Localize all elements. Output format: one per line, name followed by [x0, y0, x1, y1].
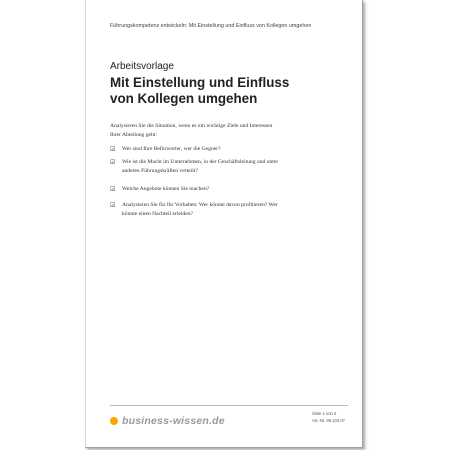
- page-number: Seite 1 von 2: [311, 411, 337, 416]
- checklist-item-line: anderen Führungskräften verteilt?: [122, 168, 198, 174]
- document-page: [85, 0, 363, 448]
- checklist-item-line: Wie ist die Macht im Unternehmen, in der Geschäftsleitung und unter: [122, 159, 279, 165]
- checkbox-icon: ☑: [110, 159, 116, 166]
- checklist-item: [110, 145, 355, 154]
- logo-text: business-wissen.de: [122, 415, 225, 427]
- intro-line-2: Ihrer Abteilung geht:: [110, 132, 157, 138]
- business-wissen-logo: [110, 414, 225, 428]
- checklist-item-line: Analysieren Sie für Ihr Vorhaben: Wer könnte davon profitieren? Wer: [122, 202, 278, 208]
- page-info: [312, 410, 345, 424]
- checklist-item: [110, 185, 355, 194]
- checklist-item: [110, 201, 355, 219]
- checkbox-icon: ☑: [110, 186, 116, 193]
- checklist: [110, 145, 355, 219]
- checklist-item-line: könnte einen Nachteil erleiden?: [122, 211, 193, 217]
- intro-line-1: Analysieren Sie die Situation, wenn es um wichtige Ziele und Interessen: [110, 123, 273, 129]
- checklist-item-line: Wer sind Ihre Befürworter, wer die Gegner?: [122, 146, 221, 152]
- title-line-1: Mit Einstellung und Einfluss: [110, 75, 290, 90]
- logo-dot-icon: [110, 417, 118, 425]
- document-subtitle: Arbeitsvorlage: [110, 61, 174, 72]
- document-header: Führungskompetenz entwickeln: Mit Einstellung und Einfluss von Kollegen umgehen: [110, 23, 312, 29]
- checklist-item: [110, 158, 355, 176]
- title-line-2: von Kollegen umgehen: [110, 91, 258, 106]
- checkbox-icon: ☑: [110, 202, 116, 209]
- checklist-item-line: Welche Angebote können Sie machen?: [122, 186, 210, 192]
- intro-paragraph: [110, 122, 310, 140]
- article-number: Art.-Nr. 99.103.07: [311, 418, 345, 423]
- document-title: [110, 75, 350, 107]
- footer-divider: [110, 405, 348, 406]
- checkbox-icon: ☑: [110, 146, 116, 153]
